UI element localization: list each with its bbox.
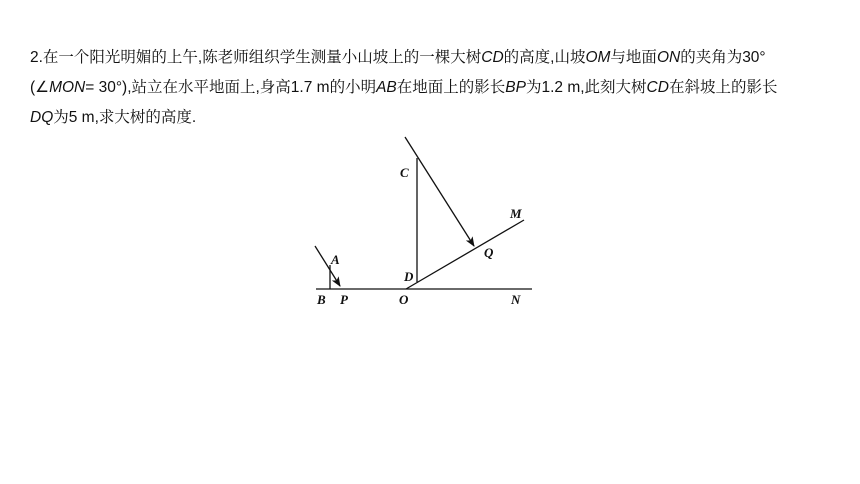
sun-ray-tree (405, 137, 474, 246)
problem-line-1: 2.在一个阳光明媚的上午,陈老师组织学生测量小山坡上的一棵大树CD的高度,山坡OM与地面ON的夹角为30° (30, 49, 766, 66)
label-m: M (510, 206, 522, 221)
problem-line-2: (∠MON= 30°),站立在水平地面上,身高1.7 m的小明AB在地面上的影长BP为1.2 m,此刻大树CD在斜坡上的影长 (30, 79, 778, 96)
label-p: P (340, 292, 348, 307)
label-q: Q (484, 245, 494, 260)
label-n: N (511, 292, 521, 307)
label-o: O (399, 292, 409, 307)
problem-line-3: DQ为5 m,求大树的高度. (30, 109, 197, 126)
label-a: A (331, 252, 340, 267)
label-b: B (317, 292, 326, 307)
label-c: C (400, 165, 409, 180)
label-d: D (404, 269, 414, 284)
slope-line (406, 220, 524, 289)
